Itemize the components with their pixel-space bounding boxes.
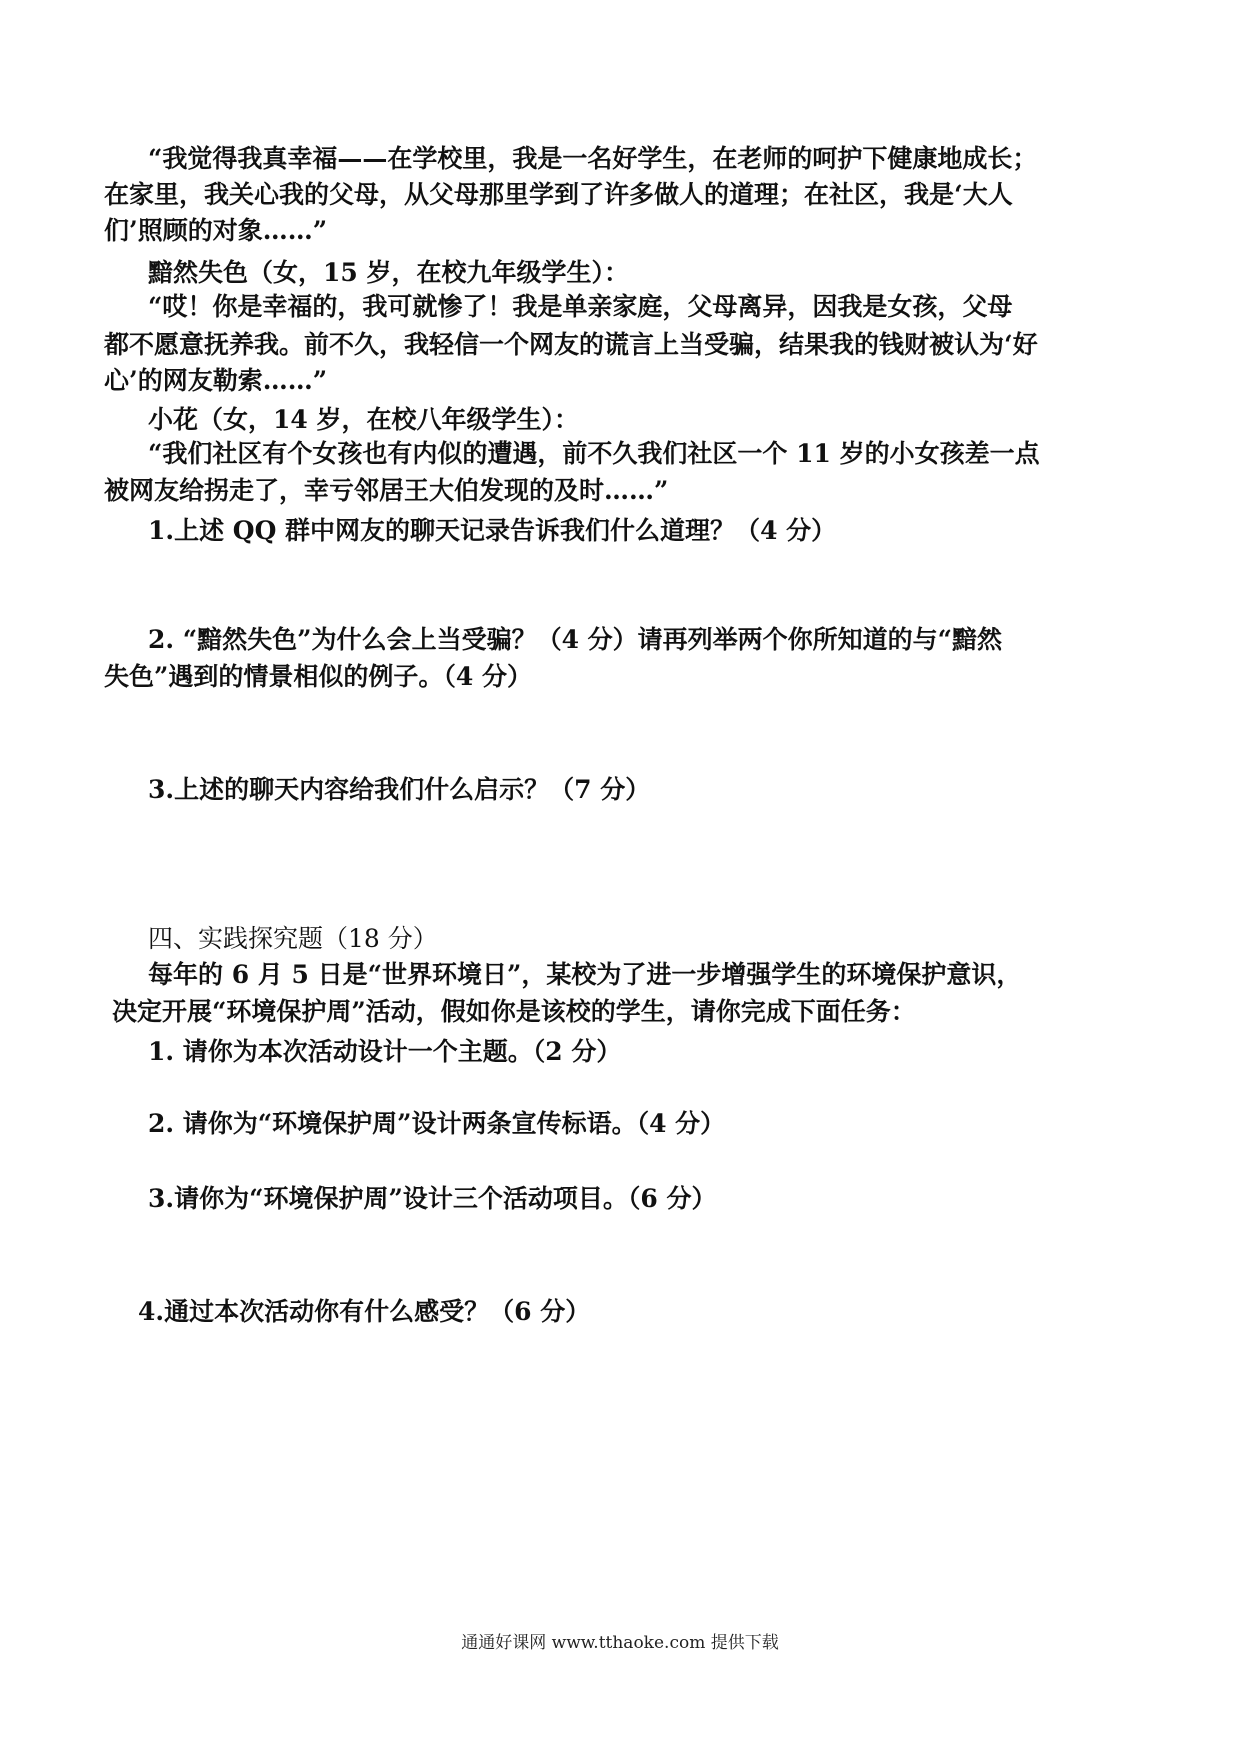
dialogue-line-5: 都不愿意抚养我。前不久，我轻信一个网友的谎言上当受骗，结果我的钱财被认为‘好	[104, 330, 1038, 359]
dialogue-line-1: “我觉得我真幸福——在学校里，我是一名好学生，在老师的呵护下健康地成长；	[148, 144, 1038, 173]
section-intro-line-1: 每年的 6 月 5 日是“世界环境日”，某校为了进一步增强学生的环境保护意识，	[148, 960, 1022, 989]
dialogue-line-4: “哎！你是幸福的，我可就惨了！我是单亲家庭，父母离异，因我是女孩，父母	[148, 292, 1013, 321]
question-3: 3.上述的聊天内容给我们什么启示？（7 分）	[148, 775, 651, 804]
task-3: 3.请你为“环境保护周”设计三个活动项目。（6 分）	[148, 1184, 717, 1213]
task-4: 4.通过本次活动你有什么感受？（6 分）	[138, 1297, 591, 1326]
section-heading: 四、实践探究题（18 分）	[148, 924, 438, 953]
dialogue-line-7: “我们社区有个女孩也有内似的遭遇，前不久我们社区一个 11 岁的小女孩差一点	[148, 439, 1040, 468]
task-1: 1. 请你为本次活动设计一个主题。（2 分）	[148, 1037, 622, 1066]
question-2-line-2: 失色”遇到的情景相似的例子。（4 分）	[104, 662, 532, 691]
question-2-line-1: 2. “黯然失色”为什么会上当受骗？（4 分）请再列举两个你所知道的与“黯然	[148, 625, 1003, 654]
speaker-line-1: 黯然失色（女，15 岁，在校九年级学生）：	[148, 258, 629, 287]
task-2: 2. 请你为“环境保护周”设计两条宣传标语。（4 分）	[148, 1109, 726, 1138]
question-1: 1.上述 QQ 群中网友的聊天记录告诉我们什么道理？（4 分）	[148, 516, 837, 545]
dialogue-line-2: 在家里，我关心我的父母，从父母那里学到了许多做人的道理；在社区，我是‘大人	[104, 180, 1013, 209]
footer-credit: 通通好课网 www.tthaoke.com 提供下载	[461, 1633, 779, 1653]
speaker-line-2: 小花（女，14 岁，在校八年级学生）：	[148, 405, 579, 434]
dialogue-line-8: 被网友给拐走了，幸亏邻居王大伯发现的及时……”	[104, 476, 669, 505]
dialogue-line-3: 们’照顾的对象……”	[104, 216, 328, 245]
section-intro-line-2: 决定开展“环境保护周”活动，假如你是该校的学生，请你完成下面任务：	[112, 997, 916, 1026]
dialogue-line-6: 心’的网友勒索……”	[104, 366, 328, 395]
